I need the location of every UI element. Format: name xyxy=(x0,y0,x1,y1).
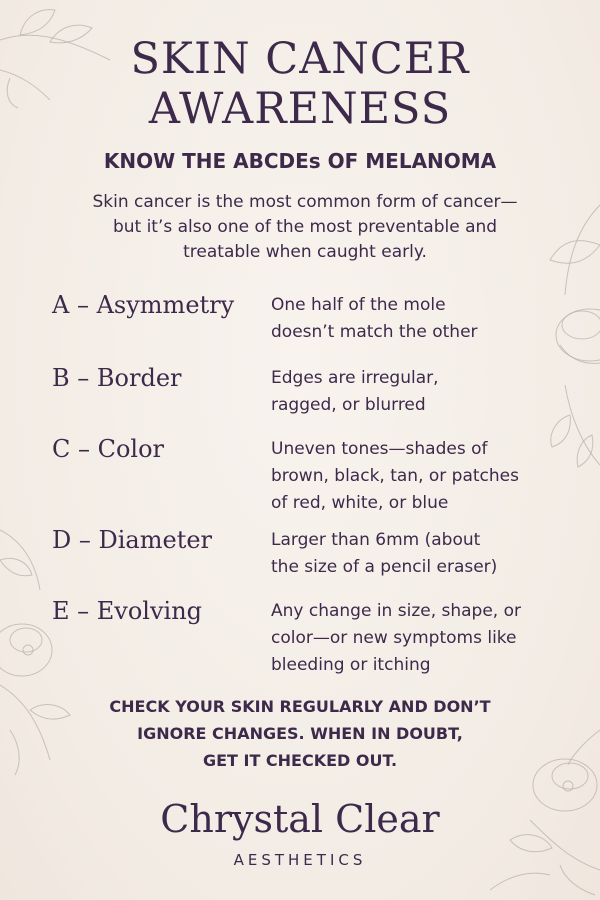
abcde-description: Any change in size, shape, or color—or new symptoms like bleeding or itching xyxy=(271,601,522,675)
abcde-description: One half of the mole doesn’t match the other xyxy=(271,295,478,342)
abcde-term: D – Diameter xyxy=(52,526,213,554)
brand-tagline: AESTHETICS xyxy=(233,851,367,869)
call-to-action: CHECK YOUR SKIN REGULARLY AND DON’T IGNORE CHANGES. WHEN IN DOUBT, GET IT CHECKED OUT. xyxy=(109,697,491,770)
brand-name: Chrystal Clear xyxy=(160,797,440,841)
title-line-1: SKIN CANCER xyxy=(130,34,470,84)
intro-line-1: Skin cancer is the most common form of cancer— xyxy=(92,192,518,212)
abcde-description: Edges are irregular, ragged, or blurred xyxy=(271,368,439,415)
abcde-description: Uneven tones—shades of brown, black, tan, or patches of red, white, or blue xyxy=(271,439,519,513)
intro-line-3: treatable when caught early. xyxy=(183,242,427,262)
subtitle: KNOW THE ABCDEs OF MELANOMA xyxy=(103,149,497,173)
title-line-2: AWARENESS xyxy=(148,84,452,134)
abcde-term: C – Color xyxy=(52,435,165,463)
page-title xyxy=(0,34,600,134)
abcde-term: A – Asymmetry xyxy=(52,291,235,319)
intro-paragraph xyxy=(60,190,550,265)
abcde-description: Larger than 6mm (about the size of a pencil eraser) xyxy=(271,530,498,577)
abcde-term: B – Border xyxy=(52,364,182,392)
abcde-term: E – Evolving xyxy=(52,597,203,625)
intro-line-2: but it’s also one of the most preventable and xyxy=(112,217,498,237)
